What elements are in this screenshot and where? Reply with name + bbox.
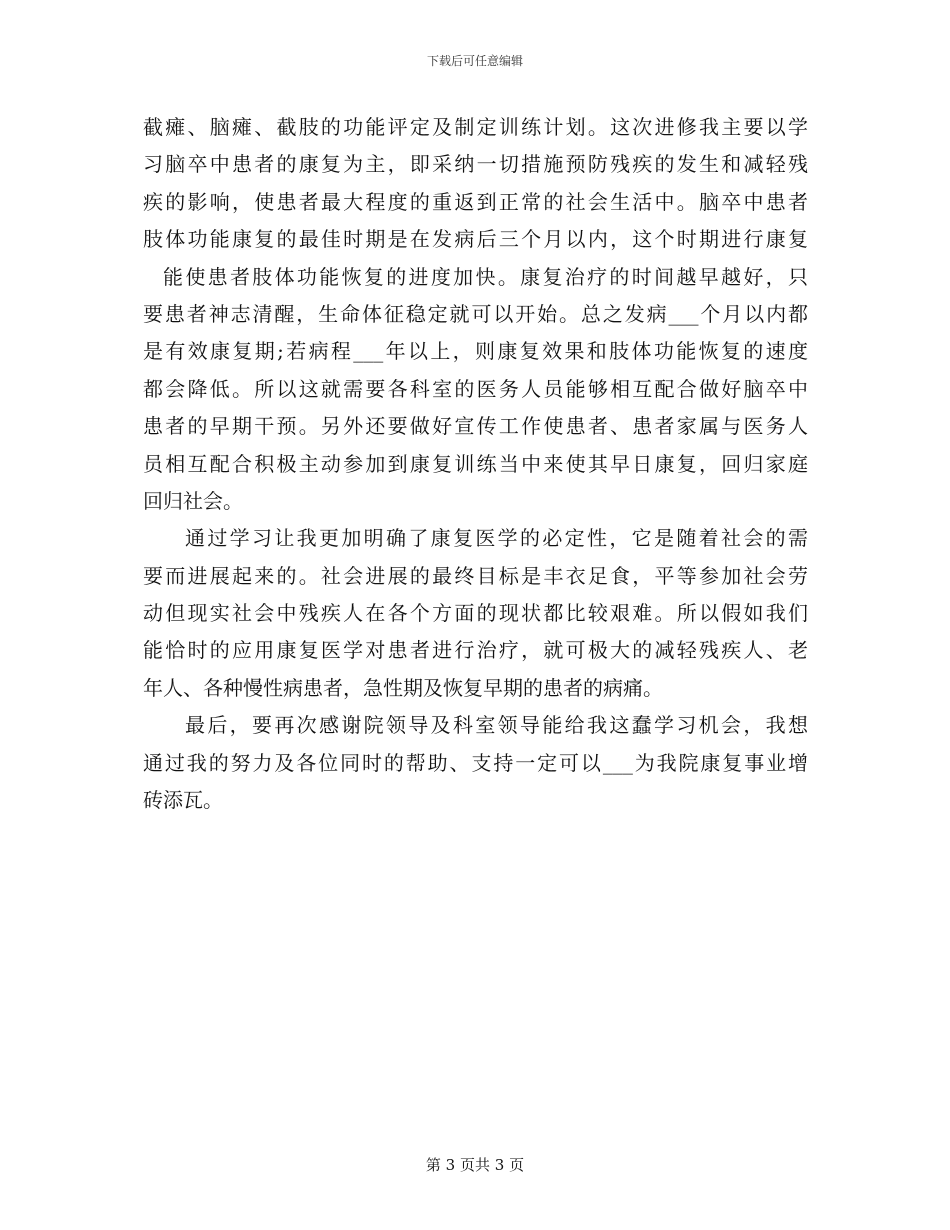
- page-footer: 第 3 页共 3 页: [425, 1156, 525, 1174]
- text-line: 通过我的努力及各位同时的帮助、支持一定可以___为我院康复事业增: [143, 750, 808, 775]
- text-line: 回归社会。: [143, 488, 243, 513]
- text-line: 年人、各种慢性病患者，急性期及恢复早期的患者的病痛。: [143, 675, 663, 700]
- text-line: 要患者神志清醒，生命体征稳定就可以开始。总之发病___个月以内都: [143, 301, 808, 326]
- text-line: 习脑卒中患者的康复为主，即采纳一切措施预防残疾的发生和减轻残: [143, 152, 808, 177]
- text-line: 能恰时的应用康复医学对患者进行治疗，就可极大的减轻残疾人、老: [143, 638, 808, 663]
- text-line: 能使患者肢体功能恢复的进度加快。康复治疗的时间越早越好，只: [163, 264, 808, 289]
- paragraph-first-line: 最后，要再次感谢院领导及科室领导能给我这蠢学习机会，我想: [185, 713, 808, 738]
- text-line: 疾的影响，使患者最大程度的重返到正常的社会生活中。脑卒中患者: [143, 189, 808, 214]
- paragraph-first-line: 通过学习让我更加明确了康复医学的必定性，它是随着社会的需: [185, 526, 808, 551]
- document-body: [143, 109, 808, 819]
- text-line: 员相互配合积极主动参加到康复训练当中来使其早日康复，回归家庭: [143, 451, 808, 476]
- text-line: 是有效康复期;若病程___年以上，则康复效果和肢体功能恢复的速度: [143, 339, 808, 364]
- text-line: 肢体功能康复的最佳时期是在发病后三个月以内，这个时期进行康复: [143, 227, 808, 252]
- text-line: 砖添瓦。: [143, 788, 223, 813]
- page-header: 下载后可任意编辑: [426, 54, 523, 68]
- text-line: 截瘫、脑瘫、截肢的功能评定及制定训练计划。这次进修我主要以学: [143, 115, 808, 139]
- text-line: 患者的早期干预。另外还要做好宣传工作使患者、患者家属与医务人: [143, 414, 808, 439]
- text-line: 都会降低。所以这就需要各科室的医务人员能够相互配合做好脑卒中: [143, 376, 808, 401]
- text-line: 动但现实社会中残疾人在各个方面的现状都比较艰难。所以假如我们: [143, 601, 808, 626]
- text-line: 要而进展起来的。社会进展的最终目标是丰衣足食，平等参加社会劳: [143, 563, 808, 588]
